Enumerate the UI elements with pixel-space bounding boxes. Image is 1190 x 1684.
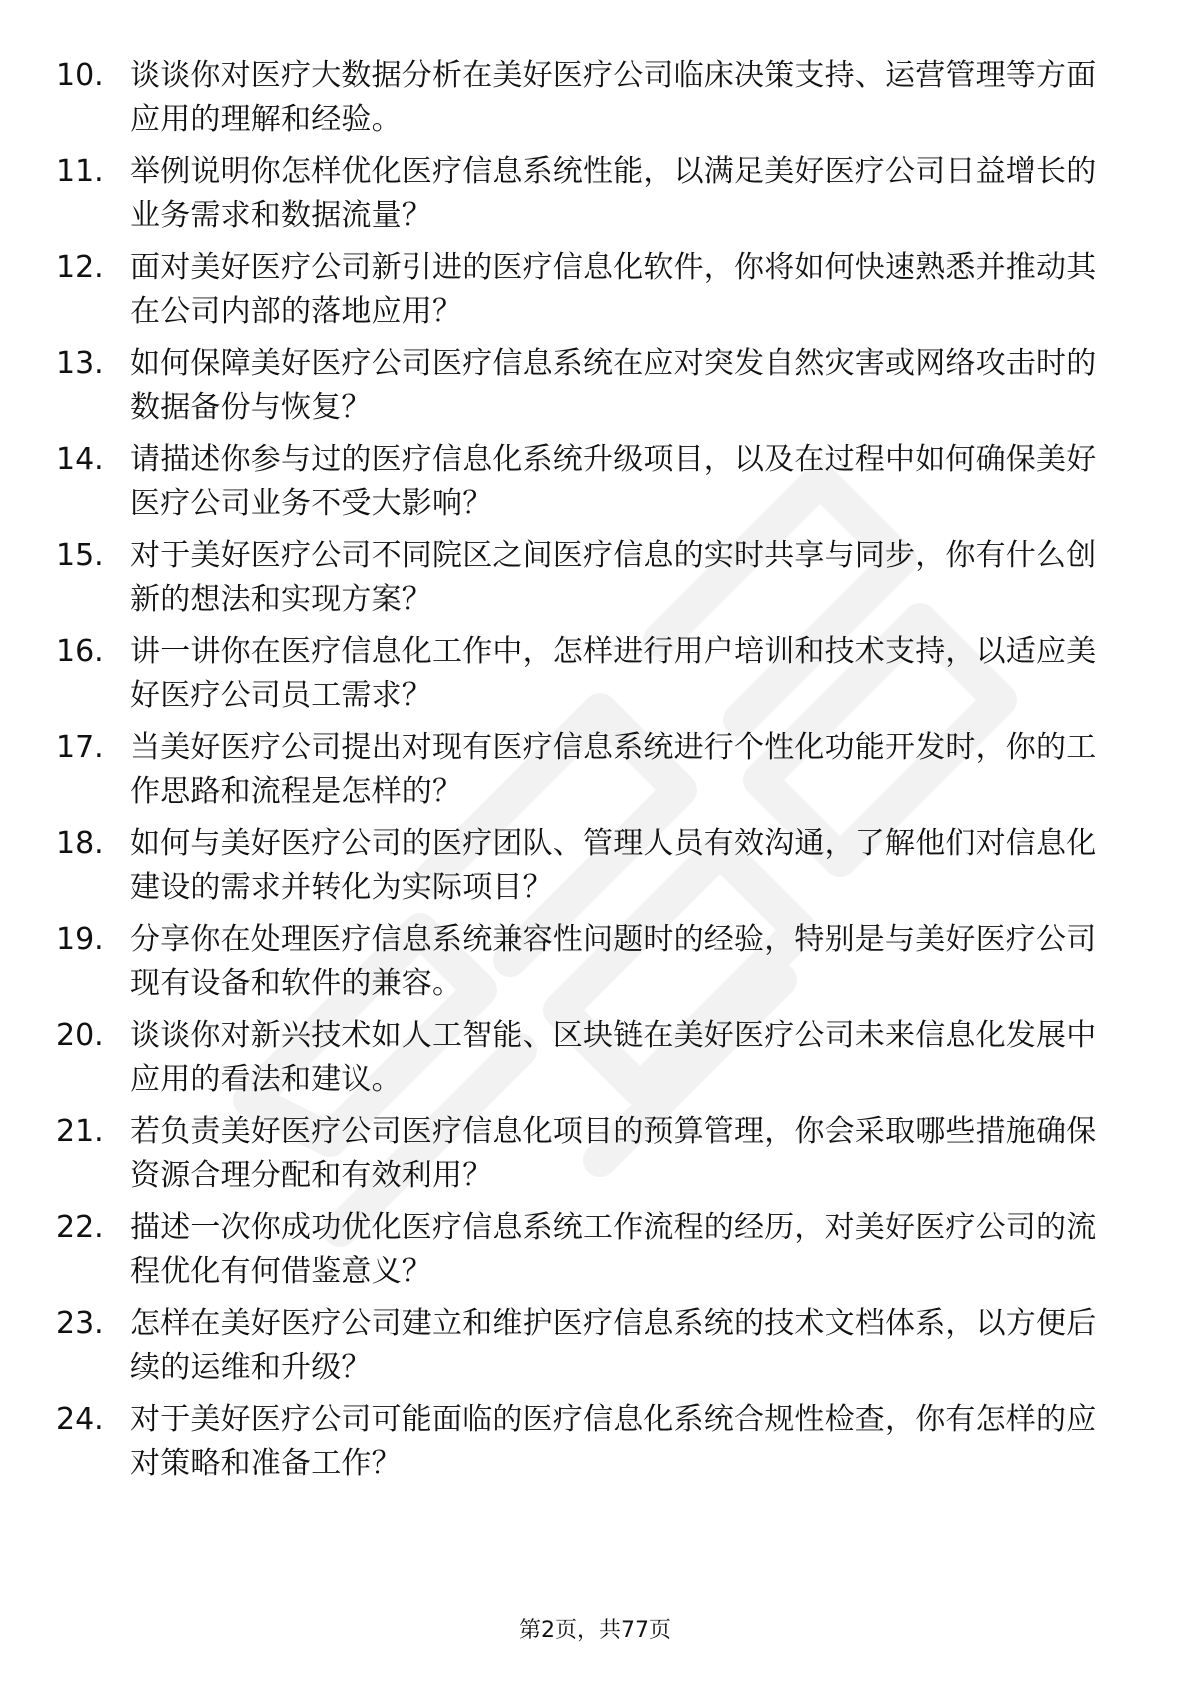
question-number: 10.	[56, 58, 104, 93]
question-number: 19.	[56, 922, 104, 957]
question-number: 13.	[56, 346, 104, 381]
question-text: 若负责美好医疗公司医疗信息化项目的预算管理，你会采取哪些措施确保资源合理分配和有效利用？	[130, 1114, 1097, 1193]
question-text: 举例说明你怎样优化医疗信息系统性能，以满足美好医疗公司日益增长的业务需求和数据流量？	[130, 154, 1097, 233]
question-item	[0, 242, 1190, 338]
question-text: 怎样在美好医疗公司建立和维护医疗信息系统的技术文档体系，以方便后续的运维和升级？	[130, 1306, 1097, 1385]
question-item	[0, 1106, 1190, 1202]
question-number: 21.	[56, 1114, 104, 1149]
question-text: 讲一讲你在医疗信息化工作中，怎样进行用户培训和技术支持，以适应美好医疗公司员工需求？	[130, 634, 1097, 713]
question-number: 23.	[56, 1306, 104, 1341]
question-item	[0, 338, 1190, 434]
question-text: 分享你在处理医疗信息系统兼容性问题时的经验，特别是与美好医疗公司现有设备和软件的兼容。	[130, 922, 1097, 1001]
question-item	[0, 626, 1190, 722]
question-item	[0, 1010, 1190, 1106]
question-number: 11.	[56, 154, 104, 189]
question-item	[0, 1202, 1190, 1298]
question-text: 对于美好医疗公司不同院区之间医疗信息的实时共享与同步，你有什么创新的想法和实现方案？	[130, 538, 1097, 617]
question-item	[0, 818, 1190, 914]
question-text: 当美好医疗公司提出对现有医疗信息系统进行个性化功能开发时，你的工作思路和流程是怎样的？	[130, 730, 1097, 809]
question-item	[0, 1394, 1190, 1490]
question-text: 对于美好医疗公司可能面临的医疗信息化系统合规性检查，你有怎样的应对策略和准备工作？	[130, 1402, 1097, 1481]
question-text: 如何与美好医疗公司的医疗团队、管理人员有效沟通，了解他们对信息化建设的需求并转化为实际项目？	[130, 826, 1097, 905]
question-number: 24.	[56, 1402, 104, 1437]
question-number: 17.	[56, 730, 104, 765]
question-item	[0, 722, 1190, 818]
question-item	[0, 434, 1190, 530]
question-number: 22.	[56, 1210, 104, 1245]
question-number: 14.	[56, 442, 104, 477]
question-text: 描述一次你成功优化医疗信息系统工作流程的经历，对美好医疗公司的流程优化有何借鉴意义？	[130, 1210, 1097, 1289]
question-item	[0, 50, 1190, 146]
question-number: 18.	[56, 826, 104, 861]
question-item	[0, 1298, 1190, 1394]
question-text: 请描述你参与过的医疗信息化系统升级项目，以及在过程中如何确保美好医疗公司业务不受大影响？	[130, 442, 1097, 521]
question-item	[0, 530, 1190, 626]
question-number: 16.	[56, 634, 104, 669]
question-number: 12.	[56, 250, 104, 285]
question-list	[0, 50, 1190, 1490]
question-text: 谈谈你对新兴技术如人工智能、区块链在美好医疗公司未来信息化发展中应用的看法和建议。	[130, 1018, 1097, 1097]
question-text: 谈谈你对医疗大数据分析在美好医疗公司临床决策支持、运营管理等方面应用的理解和经验。	[130, 58, 1097, 137]
question-text: 如何保障美好医疗公司医疗信息系统在应对突发自然灾害或网络攻击时的数据备份与恢复？	[130, 346, 1097, 425]
question-number: 15.	[56, 538, 104, 573]
question-item	[0, 146, 1190, 242]
question-number: 20.	[56, 1018, 104, 1053]
page-number-footer: 第2页，共77页	[519, 1618, 671, 1643]
question-text: 面对美好医疗公司新引进的医疗信息化软件，你将如何快速熟悉并推动其在公司内部的落地应用？	[130, 250, 1097, 329]
question-item	[0, 914, 1190, 1010]
